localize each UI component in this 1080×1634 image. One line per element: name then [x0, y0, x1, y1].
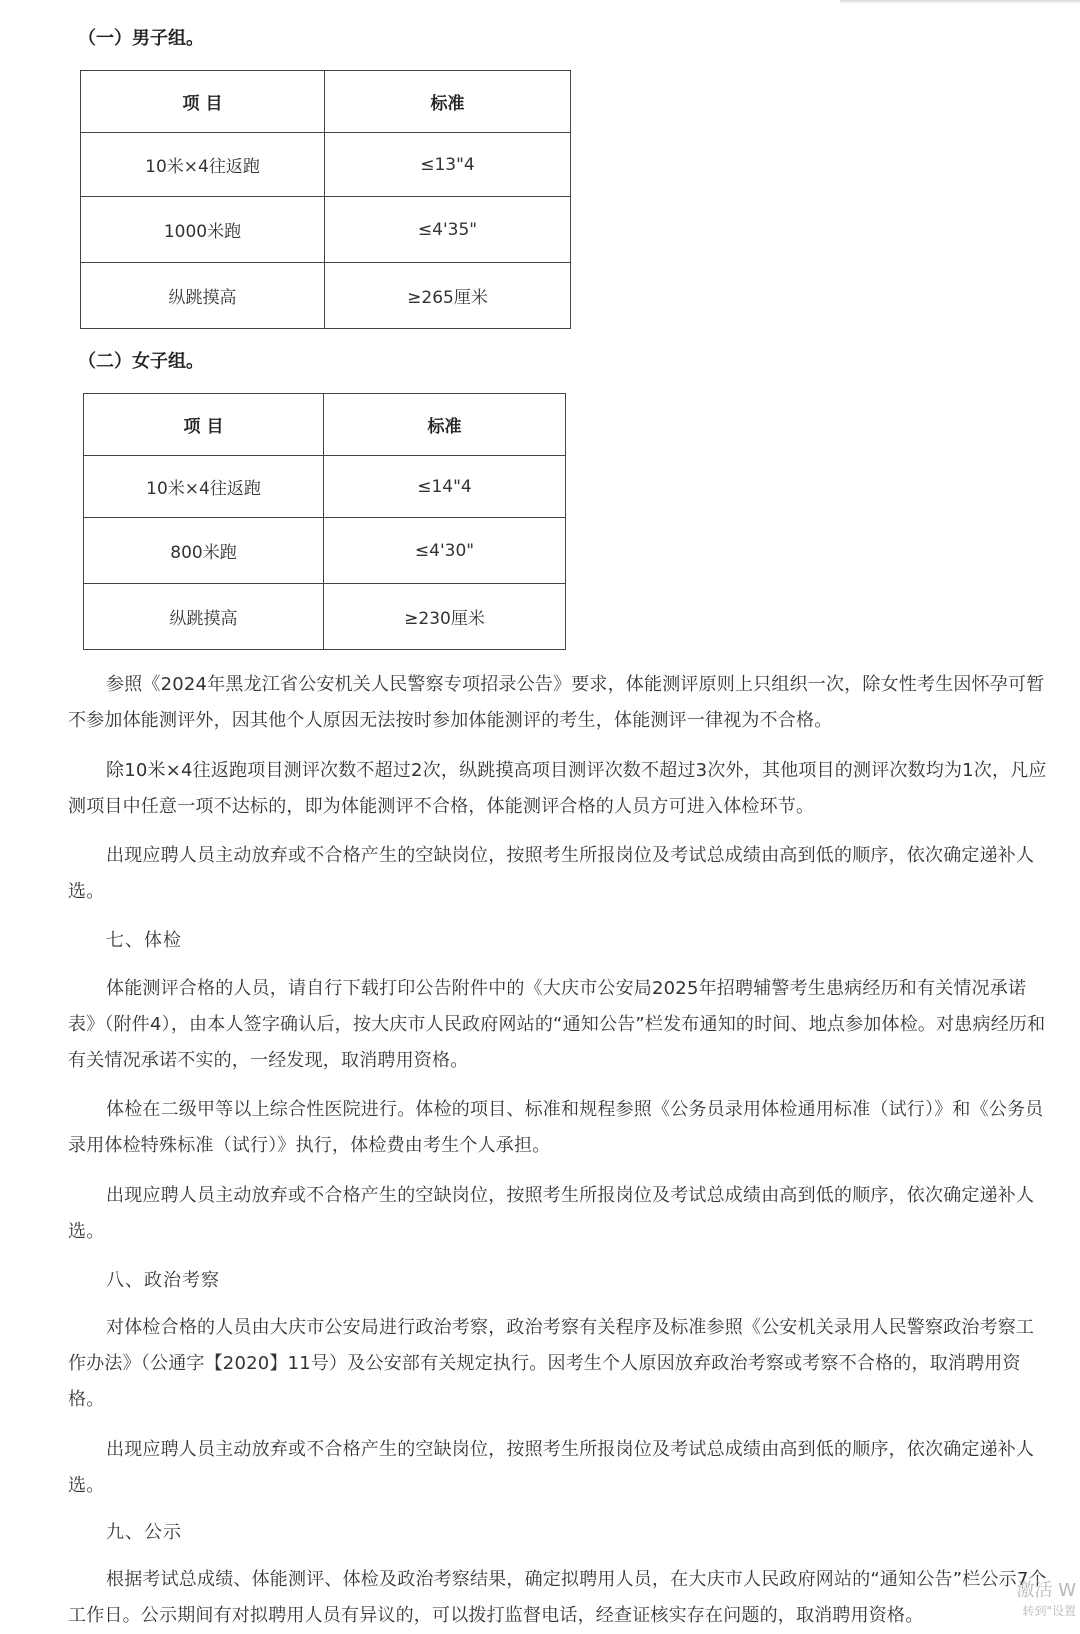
header-standard: 标准 — [324, 394, 566, 456]
table-row — [84, 456, 566, 518]
standard-cell: ≤14"4 — [324, 456, 566, 518]
male-group-heading: （一）男子组。 — [78, 28, 204, 49]
standard-cell: ≥230厘米 — [324, 584, 566, 650]
female-standards-table — [83, 393, 566, 650]
table-row — [81, 197, 571, 263]
header-item: 项 目 — [84, 394, 324, 456]
item-cell: 10米×4往返跑 — [81, 133, 325, 197]
standard-cell: ≤13"4 — [325, 133, 571, 197]
chapter-heading-public-notice: 九、公示 — [106, 1522, 182, 1543]
paragraph-political-review: 对体检合格的人员由大庆市公安局进行政治考察，政治考察有关程序及标准参照《公安机关录用人民警察政治考察工作办法》（公通字【2020】11号）及公安部有关规定执行。因考生个人原因放弃政治考察或考察不合格的，取消聘用资格。 — [68, 1317, 1035, 1410]
table-header-row — [81, 71, 571, 133]
item-cell: 10米×4往返跑 — [84, 456, 324, 518]
table-row — [84, 584, 566, 650]
table-row — [84, 518, 566, 584]
standard-cell: ≤4'30" — [324, 518, 566, 584]
chapter-heading-political-review: 八、政治考察 — [106, 1270, 220, 1291]
item-cell: 800米跑 — [84, 518, 324, 584]
activation-watermark-title: 激活 W — [1016, 1580, 1076, 1601]
activation-watermark-subtitle: 转到"设置 — [1022, 1604, 1076, 1618]
paragraph-medical-exam-commitment: 体能测评合格的人员，请自行下载打印公告附件中的《大庆市公安局2025年招聘辅警考生患病经历和有关情况承诺表》（附件4），由本人签字确认后，按大庆市人民政府网站的“通知公告”栏发布通知的时间、地点参加体检。对患病经历和有关情况承诺不实的，一经发现，取消聘用资格。 — [68, 978, 1046, 1071]
female-group-heading: （二）女子组。 — [78, 351, 204, 372]
paragraph-public-notice: 根据考试总成绩、体能测评、体检及政治考察结果，确定拟聘用人员，在大庆市人民政府网站的“通知公告”栏公示7个工作日。公示期间有对拟聘用人员有异议的，可以拨打监督电话，经查证核实存在问题的，取消聘用资格。 — [68, 1569, 1047, 1626]
item-cell: 1000米跑 — [81, 197, 325, 263]
header-item: 项 目 — [81, 71, 325, 133]
paragraph-vacancy-fill-2: 出现应聘人员主动放弃或不合格产生的空缺岗位，按照考生所报岗位及考试总成绩由高到低的顺序，依次确定递补人选。 — [68, 1185, 1035, 1242]
table-row — [81, 263, 571, 329]
header-standard: 标准 — [325, 71, 571, 133]
item-cell: 纵跳摸高 — [81, 263, 325, 329]
paragraph-vacancy-fill-1: 出现应聘人员主动放弃或不合格产生的空缺岗位，按照考生所报岗位及考试总成绩由高到低的顺序，依次确定递补人选。 — [68, 845, 1035, 902]
standard-cell: ≥265厘米 — [325, 263, 571, 329]
paragraph-medical-exam-standards: 体检在二级甲等以上综合性医院进行。体检的项目、标准和规程参照《公务员录用体检通用标准（试行）》和《公务员录用体检特殊标准（试行）》执行，体检费由考生个人承担。 — [68, 1099, 1044, 1156]
paragraph-vacancy-fill-3: 出现应聘人员主动放弃或不合格产生的空缺岗位，按照考生所报岗位及考试总成绩由高到低的顺序，依次确定递补人选。 — [68, 1439, 1035, 1496]
paragraph-test-attempts: 除10米×4往返跑项目测评次数不超过2次，纵跳摸高项目测评次数不超过3次外，其他项目的测评次数均为1次，凡应测项目中任意一项不达标的，即为体能测评不合格，体能测评合格的人员方可进入体检环节。 — [68, 760, 1047, 817]
table-header-row — [84, 394, 566, 456]
item-cell: 纵跳摸高 — [84, 584, 324, 650]
top-shadow — [840, 0, 1080, 4]
male-standards-table — [80, 70, 571, 329]
table-row — [81, 133, 571, 197]
paragraph-physical-test-rule: 参照《2024年黑龙江省公安机关人民警察专项招录公告》要求，体能测评原则上只组织一次，除女性考生因怀孕可暂不参加体能测评外，因其他个人原因无法按时参加体能测评的考生，体能测评一律视为不合格。 — [68, 674, 1045, 731]
standard-cell: ≤4'35" — [325, 197, 571, 263]
chapter-heading-medical-exam: 七、体检 — [106, 930, 182, 951]
